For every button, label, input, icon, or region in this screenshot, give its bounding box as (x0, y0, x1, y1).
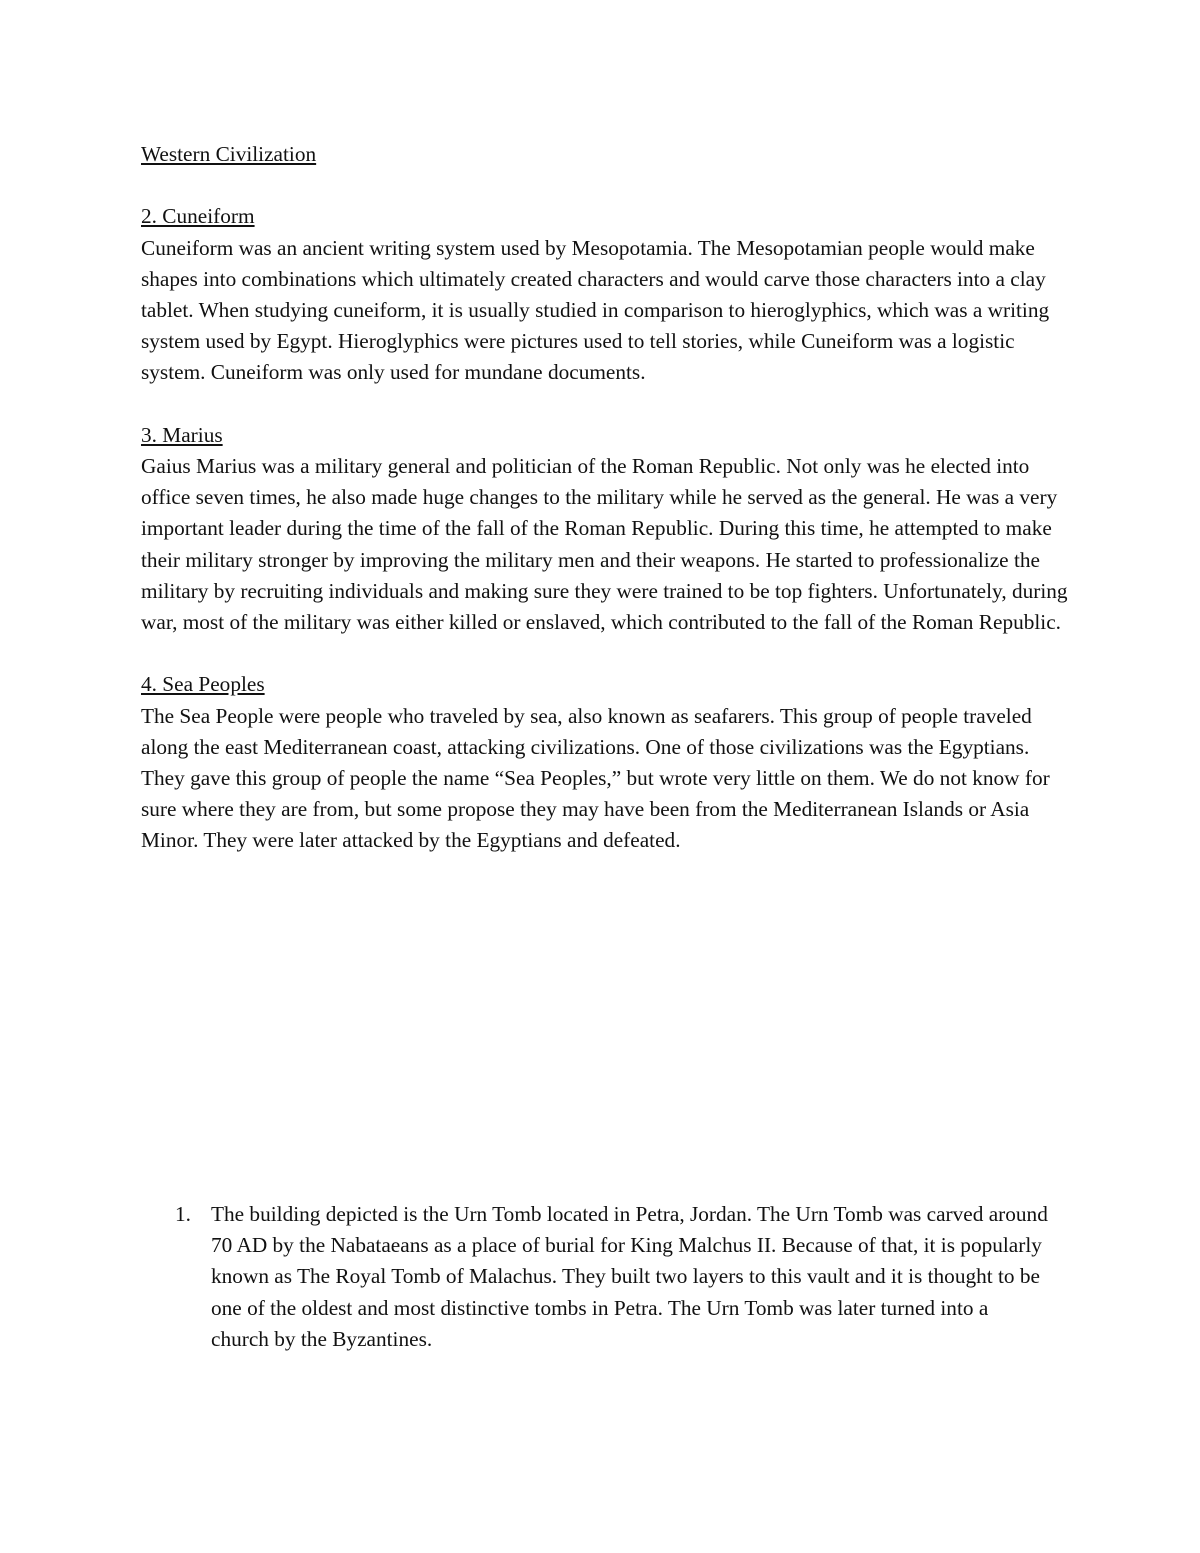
list-item-text: The building depicted is the Urn Tomb located in Petra, Jordan. The Urn Tomb was carved around 70 AD by the Nabataeans as a place of burial for King Malchus II. Because of that, it is popularly known as The Royal Tomb of Malachus. They built two layers to this vault and it is thought to be one of the oldest and most distinctive tombs in Petra. The Urn Tomb was later turned into a church by the Byzantines. (211, 1202, 1048, 1351)
section-heading: 2. Cuneiform (141, 204, 255, 229)
list-item (141, 1199, 1051, 1355)
section-heading: 3. Marius (141, 422, 223, 447)
section-sea-peoples (141, 669, 1071, 856)
document-content (141, 139, 1071, 857)
section-cuneiform (141, 201, 1071, 388)
section-body: The Sea People were people who traveled by sea, also known as seafarers. This group of people traveled along the east Mediterranean coast, attacking civilizations. One of those civilizations was the Egyptians. They gave this group of people the name “Sea Peoples,” but wrote very little on them. We do not know for sure where they are from, but some propose they may have been from the Mediterranean Islands or Asia Minor. They were later attacked by the Egyptians and defeated. (141, 703, 1050, 853)
answer-list (141, 1199, 1071, 1355)
list-item-number: 1. (175, 1202, 191, 1226)
document-title: Western Civilization (141, 142, 317, 166)
section-body: Cuneiform was an ancient writing system used by Mesopotamia. The Mesopotamian people would make shapes into combinations which ultimately created characters and would carve those characters into a clay tablet. When studying cuneiform, it is usually studied in comparison to hieroglyphics, which was a writing system used by Egypt. Hieroglyphics were pictures used to tell stories, while Cuneiform was a logistic system. Cuneiform was only used for mundane documents. (141, 235, 1050, 385)
section-heading: 4. Sea Peoples (141, 672, 265, 697)
section-body: Gaius Marius was a military general and politician of the Roman Republic. Not only was he elected into office seven times, he also made huge changes to the military while he served as the general. He was a very important leader during the time of the fall of the Roman Republic. During this time, he attempted to make their military stronger by improving the military men and their weapons. He started to professionalize the military by recruiting individuals and making sure they were trained to be top fighters. Unfortunately, during war, most of the military was either killed or enslaved, which contributed to the fall of the Roman Republic. (141, 454, 1068, 635)
section-marius (141, 420, 1071, 638)
